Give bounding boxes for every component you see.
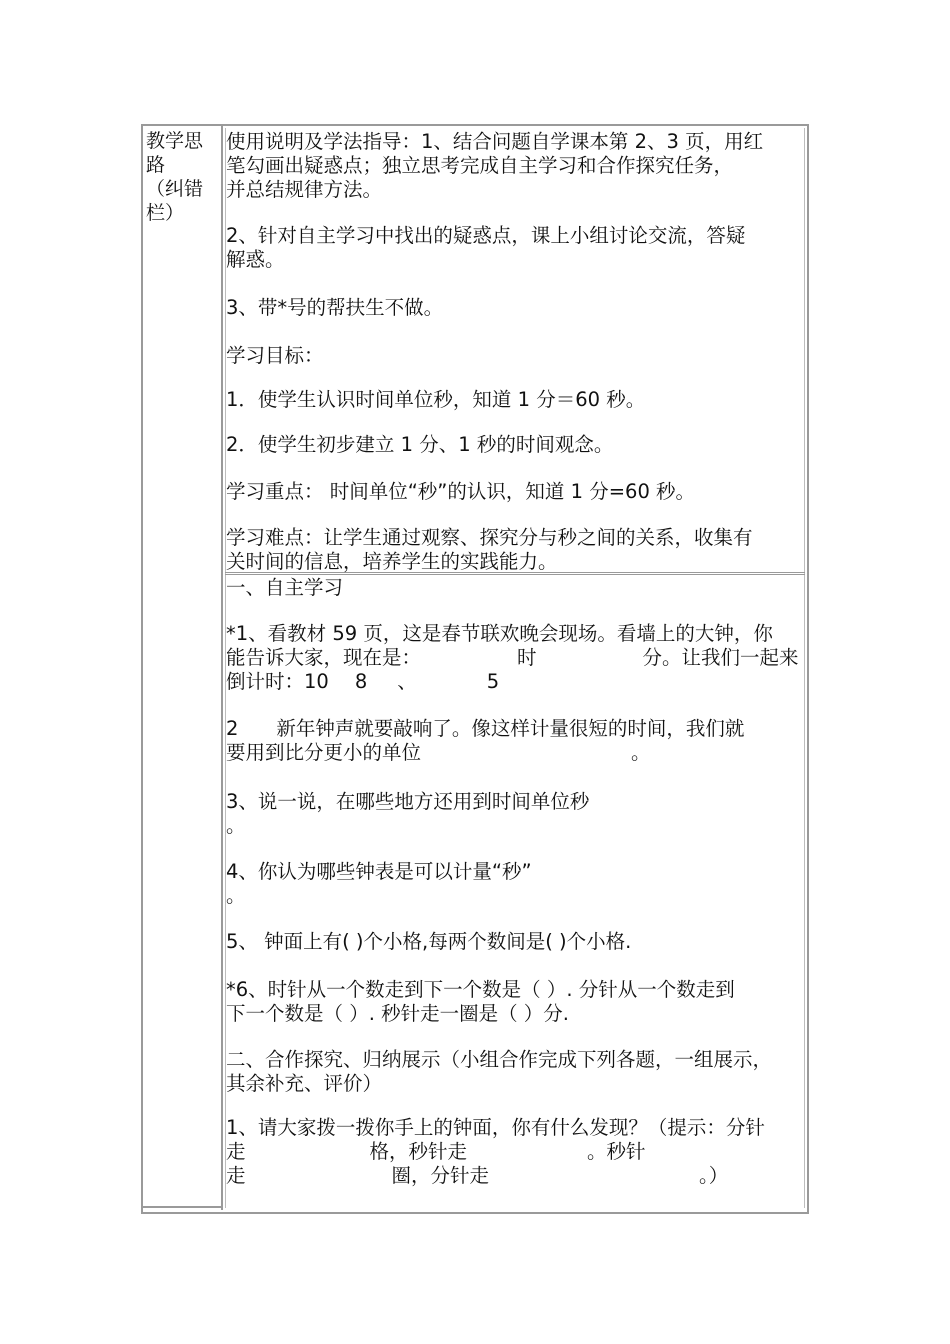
- left-column: [143, 126, 223, 1210]
- text-line: 1．使学生认识时间单位秒，知道 1 分＝60 秒。: [226, 388, 646, 411]
- label-line: 路: [146, 154, 166, 176]
- lesson-plan-table: [141, 124, 809, 1214]
- text-line: *1、看教材 59 页，这是春节联欢晚会现场。看墙上的大钟，你: [226, 622, 773, 645]
- text-line: [226, 741, 810, 765]
- self-study-heading: [226, 576, 810, 600]
- text-fragment: 8: [354, 670, 368, 693]
- text-fragment: 格，秒针走: [369, 1140, 468, 1163]
- text-line: [226, 717, 810, 741]
- text-line: 。: [226, 884, 246, 907]
- text-line: 其余补充、评价）: [226, 1072, 383, 1095]
- text-line: *6、时针从一个数走到下一个数是（ ）. 分针从一个数走到: [226, 978, 735, 1001]
- instruction-3: [226, 296, 810, 320]
- text-line: 3、说一说，在哪些地方还用到时间单位秒: [226, 790, 590, 813]
- text-fragment: 圈，分针走: [391, 1164, 490, 1187]
- text-fragment: 新年钟声就要敲响了。像这样计量很短的时间，我们就: [276, 717, 745, 740]
- text-fragment: 走: [226, 1140, 246, 1163]
- text-line: [226, 1140, 810, 1164]
- left-column-bottom-rule: [143, 1206, 221, 1212]
- text-line: 2、针对自主学习中找出的疑惑点，课上小组讨论交流，答疑: [226, 224, 746, 247]
- goal-2: [226, 433, 810, 457]
- text-line: 5、 钟面上有( )个小格,每两个数间是( )个小格.: [226, 930, 632, 953]
- difficult-point: [226, 526, 810, 574]
- text-line: 。: [226, 814, 246, 837]
- text-line: [226, 670, 810, 694]
- learning-goals-heading: [226, 344, 810, 368]
- text-fragment: 走: [226, 1164, 246, 1187]
- text-line: 学习难点：让学生通过观察、探究分与秒之间的关系，收集有: [226, 526, 753, 549]
- text-fragment: 能告诉大家，现在是：: [226, 646, 422, 669]
- text-fragment: 要用到比分更小的单位: [226, 741, 422, 764]
- teaching-ideas-label: [146, 129, 218, 225]
- usage-instructions: [226, 130, 810, 202]
- text-line: 3、带*号的帮扶生不做。: [226, 296, 444, 319]
- text-line: 学习目标：: [226, 344, 324, 367]
- label-line: 教学思: [146, 130, 204, 152]
- text-line: 下一个数是（ ）. 秒针走一圈是（ ）分.: [226, 1002, 569, 1025]
- text-fragment: 。）: [699, 1164, 729, 1187]
- text-line: 学习重点： 时间单位“秒”的认识，知道 1 分=60 秒。: [226, 480, 696, 503]
- label-line: 栏）: [146, 202, 185, 224]
- question-3: [226, 790, 810, 838]
- cooperative-inquiry-heading: [226, 1048, 810, 1096]
- question-6: [226, 978, 810, 1026]
- text-line: 解惑。: [226, 248, 285, 271]
- question-4: [226, 860, 810, 908]
- text-fragment: 。: [631, 741, 651, 764]
- text-fragment: 2: [226, 717, 239, 740]
- text-line: 一、自主学习: [226, 576, 344, 599]
- text-line: [226, 646, 810, 670]
- text-line: 关时间的信息，培养学生的实践能力。: [226, 550, 558, 573]
- text-fragment: 时: [517, 646, 537, 669]
- text-fragment: 5: [486, 670, 500, 693]
- label-line: （纠错: [146, 178, 204, 200]
- text-fragment: 倒计时：10: [226, 670, 329, 693]
- text-line: 4、你认为哪些钟表是可以计量“秒”: [226, 860, 532, 883]
- text-fragment: 。秒针: [587, 1140, 646, 1163]
- text-line: 1、请大家拨一拨你手上的钟面，你有什么发现？（提示：分针: [226, 1116, 765, 1139]
- text-line: 并总结规律方法。: [226, 178, 383, 201]
- text-line: 笔勾画出疑惑点；独立思考完成自主学习和合作探究任务，: [226, 154, 734, 177]
- question-5: [226, 930, 810, 954]
- goal-1: [226, 388, 810, 412]
- question-1: [226, 622, 810, 694]
- text-line: 使用说明及学法指导：1、结合问题自学课本第 2、3 页，用红: [226, 130, 764, 153]
- text-fragment: 、: [397, 670, 417, 693]
- question-2: [226, 717, 810, 765]
- text-fragment: 分。让我们一起来: [642, 646, 799, 669]
- text-line: [226, 1164, 810, 1188]
- key-point: [226, 480, 810, 504]
- text-line: 2．使学生初步建立 1 分、1 秒的时间观念。: [226, 433, 614, 456]
- inquiry-question-1: [226, 1116, 810, 1188]
- instruction-2: [226, 224, 810, 272]
- text-line: 二、合作探究、归纳展示（小组合作完成下列各题，一组展示，: [226, 1048, 773, 1071]
